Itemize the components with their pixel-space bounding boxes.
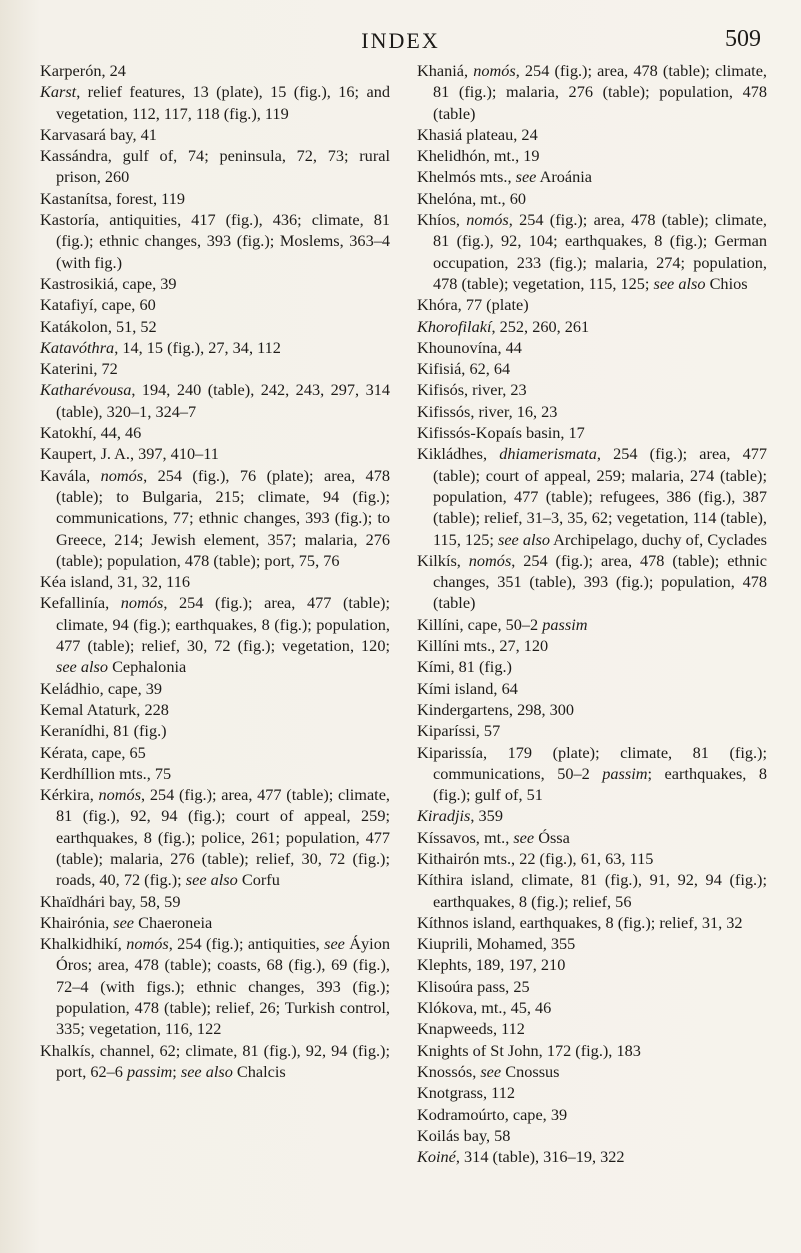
index-entry: Khaïdhári bay, 58, 59 xyxy=(40,891,181,911)
index-entry: Karvasará bay, 41 xyxy=(40,124,157,144)
index-entry: Kíthira island, climate, 81 (fig.), 91, 92, 94 (fig.); earthquakes, 8 (fig.); relief, 56 xyxy=(417,870,767,911)
index-entry: Khóra, 77 (plate) xyxy=(417,295,529,315)
index-entry: Koilás bay, 58 xyxy=(417,1125,511,1145)
index-entry: Khelidhón, mt., 19 xyxy=(417,146,540,166)
index-entry: Katokhí, 44, 46 xyxy=(40,423,142,443)
running-head: INDEX xyxy=(361,28,440,53)
index-column-left xyxy=(40,60,390,1082)
index-entry: Kiuprili, Mohamed, 355 xyxy=(417,934,576,954)
index-entry: Knights of St John, 172 (fig.), 183 xyxy=(417,1040,641,1060)
index-entry: Khounovína, 44 xyxy=(417,337,522,357)
index-entry: Klephts, 189, 197, 210 xyxy=(417,955,566,975)
index-entry: Kithairón mts., 22 (fig.), 61, 63, 115 xyxy=(417,848,654,868)
index-entry: Klisoúra pass, 25 xyxy=(417,976,530,996)
index-entry: Killíni mts., 27, 120 xyxy=(417,636,549,656)
index-entry: Khalkís, channel, 62; climate, 81 (fig.), 92, 94 (fig.); port, 62–6 passim; see also Chalcis xyxy=(40,1040,390,1081)
index-entry: Kifisiá, 62, 64 xyxy=(417,359,511,379)
index-entry: Kiparissía, 179 (plate); climate, 81 (fig.); communications, 50–2 passim; earthquakes, 8 (fig.); gulf of, 51 xyxy=(417,742,768,805)
index-entry: Kerdhíllion mts., 75 xyxy=(40,763,172,783)
index-entry: Knotgrass, 112 xyxy=(417,1083,515,1103)
index-entry: Kemal Ataturk, 228 xyxy=(40,699,169,719)
index-entry: Kérkira, nomós, 254 (fig.); area, 477 (table); climate, 81 (fig.), 92, 94 (fig.); court of appeal, 259; earthquakes, 8 (fig.); police, 261; population, 477 (table); malaria, 276 (table); relief, 30, 72 (fig.); roads, 40, 72 (fig.); see also Corfu xyxy=(40,785,390,890)
index-entry: Kíssavos, mt., see Óssa xyxy=(417,827,570,847)
index-entry: Kavála, nomós, 254 (fig.), 76 (plate); area, 478 (table); to Bulgaria, 215; climate, 94 (fig.); communications, 77; ethnic changes, 393 (fig.); to Greece, 214; Jewish element, 357; malaria, 276 (table); population, 478 (table); port, 75, 76 xyxy=(40,465,390,570)
index-entry: Kikládhes, dhiamerismata, 254 (fig.); area, 477 (table); court of appeal, 259; malaria, 274 (table); population, 477 (table); refugees, 386 (fig.), 387 (table); relief, 31–3, 35, 62; vegetation, 114 (table), 115, 125; see also Archipelago, duchy of, Cyclades xyxy=(417,444,768,549)
index-entry: Kaupert, J. A., 397, 410–11 xyxy=(40,444,219,464)
index-entry: Kifisós, river, 23 xyxy=(417,380,527,400)
index-entry: Kastoría, antiquities, 417 (fig.), 436; climate, 81 (fig.); ethnic changes, 393 (fig.); Moslems, 363–4 (with fig.) xyxy=(40,210,390,272)
index-column-right xyxy=(417,60,767,1167)
index-entry: Kindergartens, 298, 300 xyxy=(417,699,575,719)
index-entry: Katerini, 72 xyxy=(40,359,118,379)
index-entry: Killíni, cape, 50–2 passim xyxy=(417,614,588,634)
index-entry: Khasiá plateau, 24 xyxy=(417,124,538,144)
index-entry: Khíos, nomós, 254 (fig.); area, 478 (table); climate, 81 (fig.), 92, 104; earthquakes, 8 (fig.); German occupation, 233 (fig.); malaria, 274; population, 478 (table); vegetation, 115, 125; see also Chios xyxy=(417,210,767,293)
page-header xyxy=(0,20,801,56)
index-entry: Kiradjis, 359 xyxy=(417,806,503,826)
index-entry: Kiparíssi, 57 xyxy=(417,721,501,741)
index-entry: Kéa island, 31, 32, 116 xyxy=(40,572,190,592)
index-entry: Khorofilakí, 252, 260, 261 xyxy=(417,316,590,336)
index-entry: Khalkidhikí, nomós, 254 (fig.); antiquities, see Áyion Óros; area, 478 (table); coasts, 68 (fig.), 69 (fig.), 72–4 (with figs.); ethnic changes, 393 (fig.); population, 478 (table); relief, 26; Turkish control, 335; vegetation, 116, 122 xyxy=(40,934,390,1039)
index-entry: Keranídhi, 81 (fig.) xyxy=(40,721,167,741)
index-entry: Katákolon, 51, 52 xyxy=(40,316,157,336)
index-entry: Khaniá, nomós, 254 (fig.); area, 478 (table); climate, 81 (fig.); malaria, 276 (table); population, 478 (table) xyxy=(417,61,767,123)
index-entry: Knossós, see Cnossus xyxy=(417,1061,560,1081)
index-entry: Kími island, 64 xyxy=(417,678,518,698)
index-entry: Katharévousa, 194, 240 (table), 242, 243, 297, 314 (table), 320–1, 324–7 xyxy=(40,380,390,421)
index-entry: Khelóna, mt., 60 xyxy=(417,188,526,208)
index-entry: Knapweeds, 112 xyxy=(417,1019,525,1039)
index-entry: Kastanítsa, forest, 119 xyxy=(40,188,185,208)
index-entry: Kíthnos island, earthquakes, 8 (fig.); relief, 31, 32 xyxy=(417,912,743,932)
page-number: 509 xyxy=(725,26,761,52)
index-entry: Khairónia, see Chaeroneia xyxy=(40,912,213,932)
index-entry: Klókova, mt., 45, 46 xyxy=(417,998,552,1018)
index-entry: Keládhio, cape, 39 xyxy=(40,678,163,698)
index-entry: Khelmós mts., see Aroánia xyxy=(417,167,593,187)
index-entry: Katavóthra, 14, 15 (fig.), 27, 34, 112 xyxy=(40,337,281,357)
index-entry: Koiné, 314 (table), 316–19, 322 xyxy=(417,1147,625,1167)
index-entry: Kodramoúrto, cape, 39 xyxy=(417,1104,568,1124)
index-entry: Katafiyí, cape, 60 xyxy=(40,295,156,315)
index-entry: Kifissós, river, 16, 23 xyxy=(417,401,558,421)
index-entry: Karperón, 24 xyxy=(40,61,126,80)
index-entry: Kifissós-Kopaís basin, 17 xyxy=(417,423,585,443)
index-entry: Kilkís, nomós, 254 (fig.); area, 478 (table); ethnic changes, 351 (table), 393 (fig.); population, 478 (table) xyxy=(417,550,767,613)
index-entry: Kími, 81 (fig.) xyxy=(417,657,512,677)
index-entry: Karst, relief features, 13 (plate), 15 (fig.), 16; and vegetation, 112, 117, 118 (fig.), 119 xyxy=(40,82,390,123)
index-entry: Kérata, cape, 65 xyxy=(40,742,146,762)
index-entry: Kassándra, gulf of, 74; peninsula, 72, 73; rural prison, 260 xyxy=(40,146,390,187)
index-entry: Kastrosikiá, cape, 39 xyxy=(40,273,177,293)
index-entry: Kefallinía, nomós, 254 (fig.); area, 477 (table); climate, 94 (fig.); earthquakes, 8 (fig.); population, 477 (table); relief, 30, 72 (fig.); vegetation, 120; see also Cephalonia xyxy=(40,593,391,677)
